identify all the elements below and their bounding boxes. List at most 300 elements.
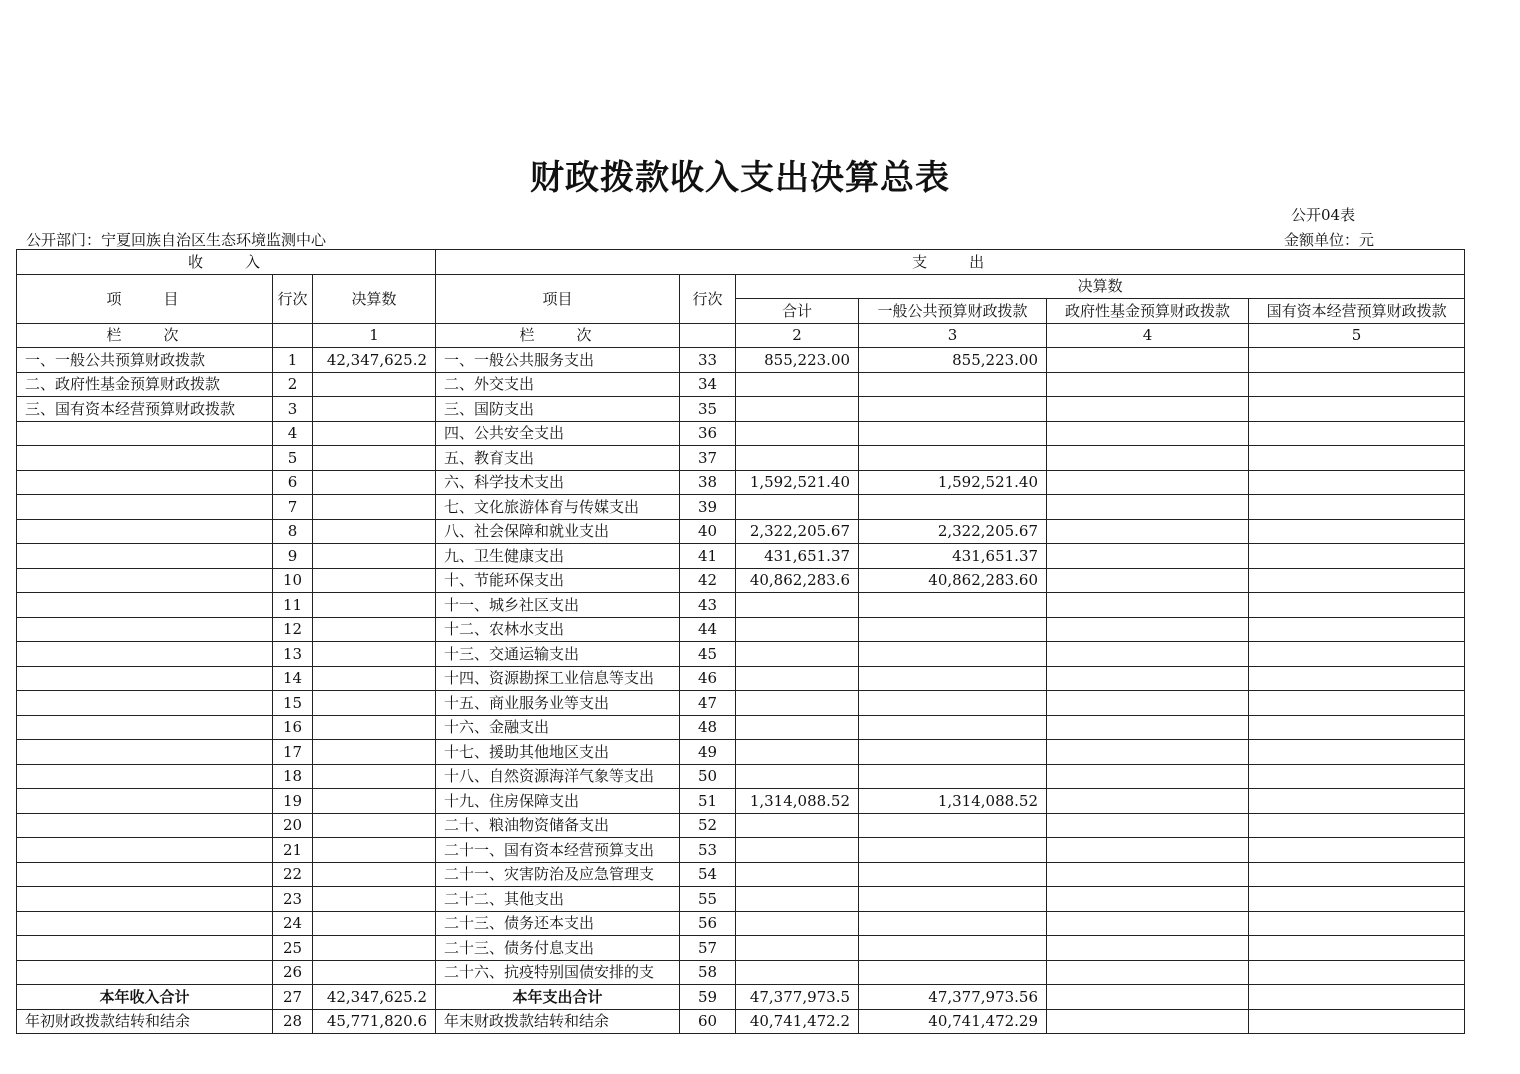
expense-row-no: 44 — [680, 617, 736, 642]
income-item — [17, 519, 273, 544]
table-row — [17, 397, 1465, 422]
fund-budget-amount — [1047, 372, 1249, 397]
expense-row-no: 35 — [680, 397, 736, 422]
general-budget-amount — [859, 911, 1047, 936]
general-budget-amount — [859, 691, 1047, 716]
soe-budget-amount — [1249, 813, 1465, 838]
income-amount — [313, 421, 436, 446]
expense-row-no: 59 — [680, 985, 736, 1010]
table-row — [17, 348, 1465, 373]
general-budget-amount — [859, 446, 1047, 471]
general-budget-header: 一般公共预算财政拨款 — [859, 299, 1047, 324]
expense-total — [736, 715, 859, 740]
income-amount — [313, 593, 436, 618]
income-row-no: 25 — [273, 936, 313, 961]
soe-budget-amount — [1249, 495, 1465, 520]
general-budget-amount — [859, 421, 1047, 446]
soe-budget-amount — [1249, 470, 1465, 495]
income-item — [17, 764, 273, 789]
income-row-no: 16 — [273, 715, 313, 740]
income-item: 一、一般公共预算财政拨款 — [17, 348, 273, 373]
general-budget-amount — [859, 642, 1047, 667]
expense-row-no: 60 — [680, 1009, 736, 1034]
expense-total: 431,651.37 — [736, 544, 859, 569]
income-amount — [313, 446, 436, 471]
income-row-no: 20 — [273, 813, 313, 838]
income-item — [17, 666, 273, 691]
carryover-row — [17, 1009, 1465, 1034]
general-budget-amount: 1,314,088.52 — [859, 789, 1047, 814]
income-row-no: 7 — [273, 495, 313, 520]
expense-total — [736, 936, 859, 961]
expense-row-no: 33 — [680, 348, 736, 373]
income-item — [17, 470, 273, 495]
expense-item: 五、教育支出 — [436, 446, 680, 471]
expense-row-no: 57 — [680, 936, 736, 961]
expense-item: 十七、援助其他地区支出 — [436, 740, 680, 765]
table-row — [17, 593, 1465, 618]
income-amount — [313, 397, 436, 422]
expense-item: 六、科学技术支出 — [436, 470, 680, 495]
table-row — [17, 519, 1465, 544]
fund-budget-amount — [1047, 887, 1249, 912]
table-row — [17, 544, 1465, 569]
income-row-no: 17 — [273, 740, 313, 765]
fund-budget-amount — [1047, 985, 1249, 1010]
expense-row-no: 49 — [680, 740, 736, 765]
table-row — [17, 911, 1465, 936]
income-row-no: 22 — [273, 862, 313, 887]
income-row-no: 9 — [273, 544, 313, 569]
expense-total: 1,592,521.40 — [736, 470, 859, 495]
expense-total — [736, 764, 859, 789]
expense-total: 2,322,205.67 — [736, 519, 859, 544]
income-amount — [313, 764, 436, 789]
table-row — [17, 495, 1465, 520]
income-amount: 42,347,625.2 — [313, 985, 436, 1010]
expense-row-no: 42 — [680, 568, 736, 593]
general-budget-amount — [859, 813, 1047, 838]
general-budget-amount — [859, 887, 1047, 912]
expense-row-no: 48 — [680, 715, 736, 740]
soe-budget-amount — [1249, 446, 1465, 471]
income-row-no: 3 — [273, 397, 313, 422]
expense-total: 855,223.00 — [736, 348, 859, 373]
column-number-4: 4 — [1047, 323, 1249, 348]
general-budget-amount: 855,223.00 — [859, 348, 1047, 373]
expense-item: 十三、交通运输支出 — [436, 642, 680, 667]
soe-budget-amount — [1249, 593, 1465, 618]
expense-total — [736, 691, 859, 716]
soe-budget-amount — [1249, 642, 1465, 667]
soe-budget-amount — [1249, 519, 1465, 544]
expense-item: 二、外交支出 — [436, 372, 680, 397]
fund-budget-amount — [1047, 544, 1249, 569]
income-item — [17, 568, 273, 593]
income-row-no: 6 — [273, 470, 313, 495]
table-row — [17, 764, 1465, 789]
expense-item: 九、卫生健康支出 — [436, 544, 680, 569]
income-item — [17, 495, 273, 520]
table-row — [17, 813, 1465, 838]
income-item: 二、政府性基金预算财政拨款 — [17, 372, 273, 397]
expense-total: 47,377,973.5 — [736, 985, 859, 1010]
income-row-no: 12 — [273, 617, 313, 642]
expense-total — [736, 887, 859, 912]
income-amount-header: 决算数 — [313, 274, 436, 323]
general-budget-amount — [859, 495, 1047, 520]
expense-row-no: 37 — [680, 446, 736, 471]
soe-budget-amount — [1249, 862, 1465, 887]
income-item — [17, 887, 273, 912]
general-budget-amount — [859, 666, 1047, 691]
fund-budget-amount — [1047, 789, 1249, 814]
expense-total — [736, 813, 859, 838]
expense-item: 十二、农林水支出 — [436, 617, 680, 642]
general-budget-amount: 2,322,205.67 — [859, 519, 1047, 544]
income-amount — [313, 544, 436, 569]
expense-item-header: 项目 — [436, 274, 680, 323]
fund-budget-amount — [1047, 715, 1249, 740]
fund-budget-amount — [1047, 397, 1249, 422]
expense-row-no: 38 — [680, 470, 736, 495]
soe-budget-amount — [1249, 348, 1465, 373]
income-item — [17, 593, 273, 618]
income-amount — [313, 617, 436, 642]
expense-row-no: 45 — [680, 642, 736, 667]
income-row-no: 24 — [273, 911, 313, 936]
income-item — [17, 960, 273, 985]
income-amount — [313, 495, 436, 520]
income-row-no: 4 — [273, 421, 313, 446]
general-budget-amount: 431,651.37 — [859, 544, 1047, 569]
table-row — [17, 372, 1465, 397]
income-item: 年初财政拨款结转和结余 — [17, 1009, 273, 1034]
fund-budget-header: 政府性基金预算财政拨款 — [1047, 299, 1249, 324]
annual-total-row — [17, 985, 1465, 1010]
expense-row-no: 40 — [680, 519, 736, 544]
expense-row-no: 55 — [680, 887, 736, 912]
fund-budget-amount — [1047, 911, 1249, 936]
income-row-no: 2 — [273, 372, 313, 397]
column-label-expense: 栏 次 — [436, 323, 680, 348]
income-item — [17, 421, 273, 446]
fund-budget-amount — [1047, 813, 1249, 838]
expense-item: 二十、粮油物资储备支出 — [436, 813, 680, 838]
income-row-no: 15 — [273, 691, 313, 716]
income-amount — [313, 838, 436, 863]
expense-item: 二十三、债务还本支出 — [436, 911, 680, 936]
income-item — [17, 789, 273, 814]
expense-amount-header: 决算数 — [736, 274, 1465, 299]
income-row-no: 5 — [273, 446, 313, 471]
general-budget-amount — [859, 936, 1047, 961]
expense-total — [736, 740, 859, 765]
income-amount: 42,347,625.2 — [313, 348, 436, 373]
fund-budget-amount — [1047, 1009, 1249, 1034]
department-label: 公开部门：宁夏回族自治区生态环境监测中心 — [26, 231, 327, 249]
income-row-no: 19 — [273, 789, 313, 814]
expense-row-no-header: 行次 — [680, 274, 736, 323]
soe-budget-amount — [1249, 887, 1465, 912]
fund-budget-amount — [1047, 519, 1249, 544]
expense-item: 十五、商业服务业等支出 — [436, 691, 680, 716]
income-item — [17, 838, 273, 863]
soe-budget-amount — [1249, 764, 1465, 789]
income-amount — [313, 470, 436, 495]
fund-budget-amount — [1047, 936, 1249, 961]
income-amount — [313, 642, 436, 667]
expense-row-no: 53 — [680, 838, 736, 863]
expense-total — [736, 617, 859, 642]
table-row — [17, 470, 1465, 495]
soe-budget-amount — [1249, 985, 1465, 1010]
expense-row-no: 58 — [680, 960, 736, 985]
income-row-no: 26 — [273, 960, 313, 985]
income-row-no: 8 — [273, 519, 313, 544]
general-budget-amount — [859, 372, 1047, 397]
income-row-no: 14 — [273, 666, 313, 691]
income-item — [17, 715, 273, 740]
income-item: 三、国有资本经营预算财政拨款 — [17, 397, 273, 422]
income-amount — [313, 813, 436, 838]
fund-budget-amount — [1047, 446, 1249, 471]
expense-item: 二十三、债务付息支出 — [436, 936, 680, 961]
expense-total — [736, 372, 859, 397]
income-item — [17, 691, 273, 716]
expense-total — [736, 862, 859, 887]
income-amount — [313, 519, 436, 544]
soe-budget-amount — [1249, 544, 1465, 569]
income-row-no: 27 — [273, 985, 313, 1010]
expense-total — [736, 593, 859, 618]
income-amount — [313, 715, 436, 740]
expense-total — [736, 397, 859, 422]
income-row-no: 1 — [273, 348, 313, 373]
expense-item: 八、社会保障和就业支出 — [436, 519, 680, 544]
expense-total — [736, 642, 859, 667]
soe-budget-amount — [1249, 789, 1465, 814]
fund-budget-amount — [1047, 495, 1249, 520]
income-item — [17, 862, 273, 887]
expense-item: 二十一、国有资本经营预算支出 — [436, 838, 680, 863]
income-header: 收 入 — [17, 250, 436, 275]
expense-row-no: 56 — [680, 911, 736, 936]
income-item — [17, 617, 273, 642]
expense-row-no: 39 — [680, 495, 736, 520]
fund-budget-amount — [1047, 470, 1249, 495]
soe-budget-amount — [1249, 617, 1465, 642]
soe-budget-amount — [1249, 715, 1465, 740]
fund-budget-amount — [1047, 691, 1249, 716]
income-item — [17, 911, 273, 936]
budget-table — [16, 249, 1465, 1034]
income-item — [17, 544, 273, 569]
general-budget-amount: 47,377,973.56 — [859, 985, 1047, 1010]
general-budget-amount — [859, 715, 1047, 740]
table-row — [17, 715, 1465, 740]
income-amount — [313, 911, 436, 936]
expense-header: 支 出 — [436, 250, 1465, 275]
soe-budget-amount — [1249, 740, 1465, 765]
expense-item: 十、节能环保支出 — [436, 568, 680, 593]
income-item: 本年收入合计 — [17, 985, 273, 1010]
general-budget-amount — [859, 838, 1047, 863]
income-item-header: 项 目 — [17, 274, 273, 323]
expense-item: 十八、自然资源海洋气象等支出 — [436, 764, 680, 789]
general-budget-amount — [859, 764, 1047, 789]
general-budget-amount — [859, 593, 1047, 618]
table-row — [17, 862, 1465, 887]
income-amount — [313, 372, 436, 397]
income-amount: 45,771,820.6 — [313, 1009, 436, 1034]
expense-row-no: 43 — [680, 593, 736, 618]
expense-row-no: 36 — [680, 421, 736, 446]
table-row — [17, 642, 1465, 667]
column-number-1: 1 — [313, 323, 436, 348]
fund-budget-amount — [1047, 568, 1249, 593]
general-budget-amount — [859, 740, 1047, 765]
table-row — [17, 617, 1465, 642]
expense-total — [736, 495, 859, 520]
general-budget-amount — [859, 617, 1047, 642]
general-budget-amount — [859, 397, 1047, 422]
fund-budget-amount — [1047, 764, 1249, 789]
income-amount — [313, 666, 436, 691]
table-row — [17, 789, 1465, 814]
income-amount — [313, 936, 436, 961]
unit-label: 金额单位：元 — [1284, 231, 1375, 249]
soe-budget-amount — [1249, 421, 1465, 446]
expense-row-no: 52 — [680, 813, 736, 838]
expense-item: 二十一、灾害防治及应急管理支 — [436, 862, 680, 887]
expense-item: 二十二、其他支出 — [436, 887, 680, 912]
income-amount — [313, 740, 436, 765]
income-amount — [313, 691, 436, 716]
fund-budget-amount — [1047, 960, 1249, 985]
income-item — [17, 740, 273, 765]
table-row — [17, 421, 1465, 446]
income-item — [17, 642, 273, 667]
fund-budget-amount — [1047, 642, 1249, 667]
column-label: 栏 次 — [17, 323, 273, 348]
fund-budget-amount — [1047, 862, 1249, 887]
expense-total — [736, 446, 859, 471]
fund-budget-amount — [1047, 593, 1249, 618]
expense-row-no: 51 — [680, 789, 736, 814]
fund-budget-amount — [1047, 666, 1249, 691]
expense-row-no: 47 — [680, 691, 736, 716]
table-row — [17, 740, 1465, 765]
expense-row-no: 50 — [680, 764, 736, 789]
expense-item: 十九、住房保障支出 — [436, 789, 680, 814]
soe-budget-amount — [1249, 397, 1465, 422]
income-row-no: 10 — [273, 568, 313, 593]
fund-budget-amount — [1047, 740, 1249, 765]
expense-item: 十六、金融支出 — [436, 715, 680, 740]
fund-budget-amount — [1047, 838, 1249, 863]
soe-budget-amount — [1249, 1009, 1465, 1034]
expense-item: 三、国防支出 — [436, 397, 680, 422]
general-budget-amount — [859, 960, 1047, 985]
expense-item: 十四、资源勘探工业信息等支出 — [436, 666, 680, 691]
expense-total: 40,741,472.2 — [736, 1009, 859, 1034]
table-row — [17, 568, 1465, 593]
income-amount — [313, 568, 436, 593]
table-row — [17, 936, 1465, 961]
table-row — [17, 838, 1465, 863]
income-row-no: 28 — [273, 1009, 313, 1034]
general-budget-amount: 40,862,283.60 — [859, 568, 1047, 593]
expense-total — [736, 666, 859, 691]
expense-item: 十一、城乡社区支出 — [436, 593, 680, 618]
expense-item: 一、一般公共服务支出 — [436, 348, 680, 373]
expense-item: 年末财政拨款结转和结余 — [436, 1009, 680, 1034]
soe-budget-amount — [1249, 911, 1465, 936]
income-row-no: 18 — [273, 764, 313, 789]
expense-total — [736, 421, 859, 446]
soe-budget-amount — [1249, 936, 1465, 961]
total-header: 合计 — [736, 299, 859, 324]
expense-row-no: 46 — [680, 666, 736, 691]
soe-budget-amount — [1249, 960, 1465, 985]
income-row-no: 21 — [273, 838, 313, 863]
form-number: 公开04表 — [1291, 206, 1356, 224]
expense-total: 40,862,283.6 — [736, 568, 859, 593]
income-row-no-header: 行次 — [273, 274, 313, 323]
expense-total — [736, 911, 859, 936]
fund-budget-amount — [1047, 348, 1249, 373]
expense-total — [736, 960, 859, 985]
column-number-2: 2 — [736, 323, 859, 348]
column-number-5: 5 — [1249, 323, 1465, 348]
table-row — [17, 960, 1465, 985]
soe-budget-amount — [1249, 666, 1465, 691]
income-amount — [313, 789, 436, 814]
general-budget-amount — [859, 862, 1047, 887]
income-row-no: 13 — [273, 642, 313, 667]
income-item — [17, 446, 273, 471]
expense-item: 四、公共安全支出 — [436, 421, 680, 446]
soe-budget-amount — [1249, 691, 1465, 716]
general-budget-amount: 1,592,521.40 — [859, 470, 1047, 495]
general-budget-amount: 40,741,472.29 — [859, 1009, 1047, 1034]
expense-item: 七、文化旅游体育与传媒支出 — [436, 495, 680, 520]
income-item — [17, 813, 273, 838]
expense-row-no: 54 — [680, 862, 736, 887]
expense-total: 1,314,088.52 — [736, 789, 859, 814]
soe-budget-amount — [1249, 568, 1465, 593]
table-row — [17, 887, 1465, 912]
income-amount — [313, 960, 436, 985]
income-item — [17, 936, 273, 961]
income-amount — [313, 862, 436, 887]
table-row — [17, 446, 1465, 471]
fund-budget-amount — [1047, 421, 1249, 446]
expense-item: 本年支出合计 — [436, 985, 680, 1010]
expense-row-no: 34 — [680, 372, 736, 397]
column-number-3: 3 — [859, 323, 1047, 348]
soe-budget-amount — [1249, 372, 1465, 397]
fund-budget-amount — [1047, 617, 1249, 642]
expense-total — [736, 838, 859, 863]
table-row — [17, 691, 1465, 716]
soe-budget-amount — [1249, 838, 1465, 863]
expense-row-no: 41 — [680, 544, 736, 569]
table-row — [17, 666, 1465, 691]
expense-item: 二十六、抗疫特别国债安排的支 — [436, 960, 680, 985]
soe-budget-header: 国有资本经营预算财政拨款 — [1249, 299, 1465, 324]
